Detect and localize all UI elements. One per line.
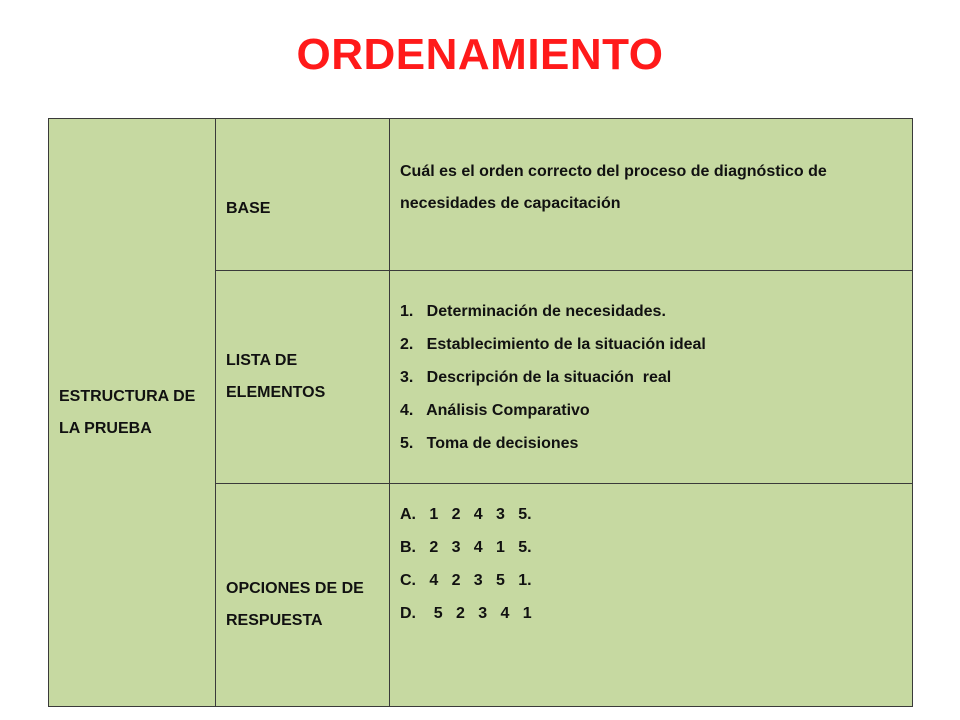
option-item: A. 1 2 4 3 5. <box>400 506 532 523</box>
elements-content-cell <box>390 271 913 484</box>
table-row-base <box>49 119 913 271</box>
base-label-cell <box>216 119 390 271</box>
options-label-cell <box>216 484 390 707</box>
options-label: OPCIONES DE DE RESPUESTA <box>226 580 364 629</box>
elements-list <box>400 295 902 460</box>
list-item: 2. Establecimiento de la situación ideal <box>400 335 706 353</box>
option-item: C. 4 2 3 5 1. <box>400 572 532 589</box>
base-label: BASE <box>226 199 271 217</box>
elements-label: LISTA DE ELEMENTOS <box>226 352 326 401</box>
structure-label-text: ESTRUCTURA DE LA PRUEBA <box>59 387 196 437</box>
options-content-cell <box>390 484 913 707</box>
structure-label <box>49 119 216 707</box>
page-title: ORDENAMIENTO <box>296 30 664 79</box>
list-item: 3. Descripción de la situación real <box>400 368 672 386</box>
list-item: 1. Determinación de necesidades. <box>400 302 666 320</box>
list-item: 5. Toma de decisiones <box>400 434 579 452</box>
base-content: Cuál es el orden correcto del proceso de diagnóstico de necesidades de capacitación <box>400 162 827 212</box>
elements-label-cell <box>216 271 390 484</box>
option-item: D. 5 2 3 4 1 <box>400 605 532 622</box>
test-structure-table <box>48 118 913 707</box>
option-item: B. 2 3 4 1 5. <box>400 539 532 556</box>
list-item: 4. Análisis Comparativo <box>400 401 590 419</box>
options-list <box>400 498 902 630</box>
base-content-cell <box>390 119 913 271</box>
